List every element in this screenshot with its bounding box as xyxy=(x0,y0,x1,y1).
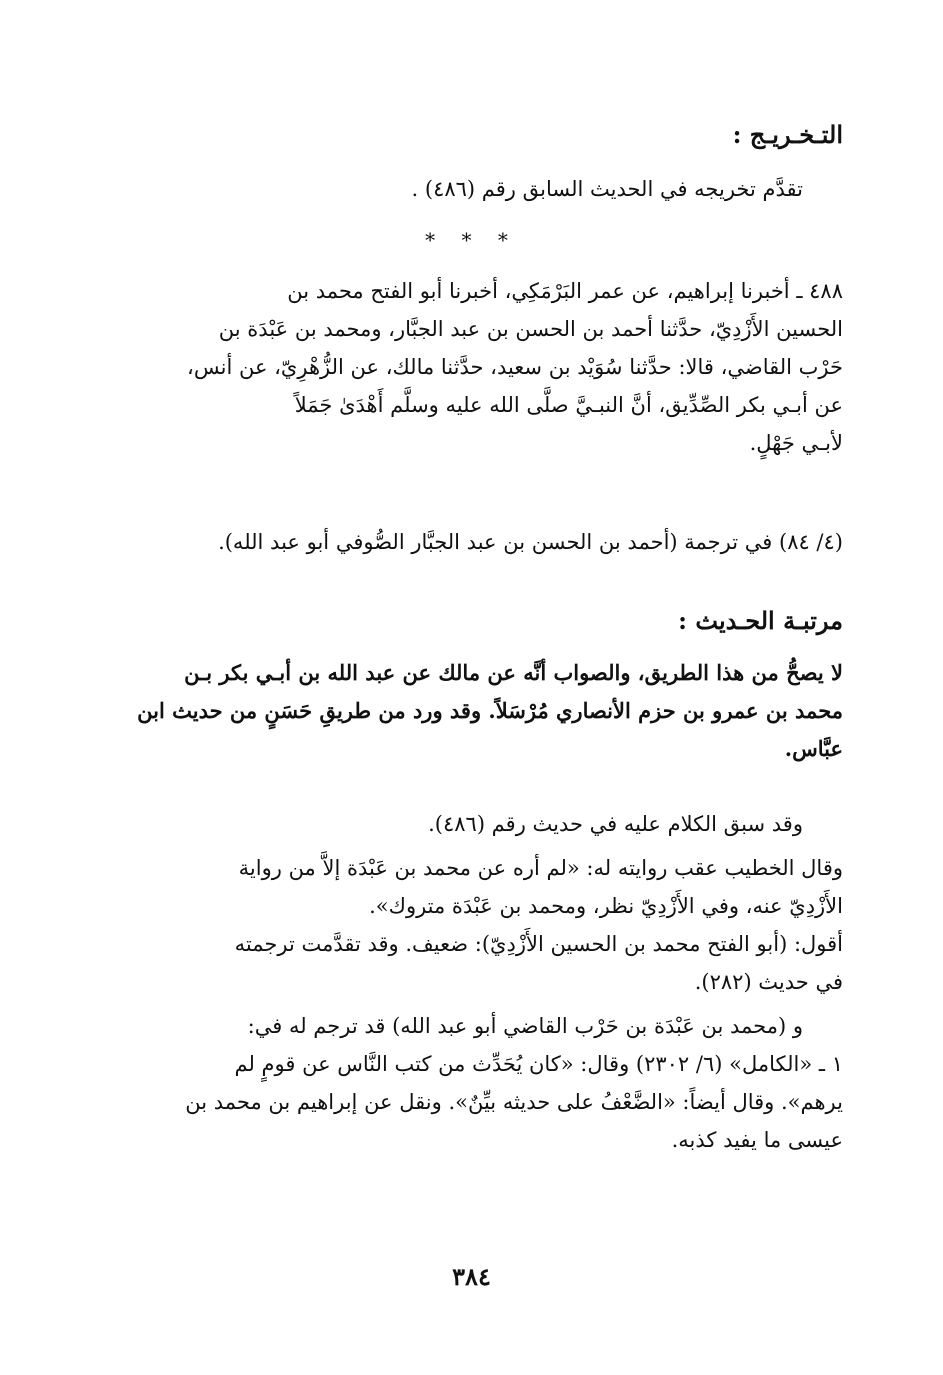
rutba-line: لا يصحُّ من هذا الطريق، والصواب أنَّه عن مالك عن عبد الله بن أبـي بكر بـن xyxy=(184,660,843,685)
rutba-line: محمد بن عمرو بن حزم الأنصاري مُرْسَلاً. وقد ورد من طريقِ حَسَنٍ من حديث ابن xyxy=(137,698,843,723)
discussion-paragraph: وقد سبق الكلام عليه في حديث رقم (٤٨٦). xyxy=(428,812,803,836)
discussion-paragraph: و (محمد بن عَبْدَة بن حَرْب القاضي أبو عبد الله) قد ترجم له في: xyxy=(247,1014,803,1038)
hadith-line: ٤٨٨ ـ أخبرنا إبراهيم، عن عمر البَرْمَكِي، أخبرنا أبو الفتح محمد بن xyxy=(287,279,843,303)
discussion-line: عيسى ما يفيد كذبه. xyxy=(671,1128,843,1152)
rutba-heading: مرتبـة الحـديث : xyxy=(678,606,843,635)
hadith-line: لأبـي جَهْلٍ. xyxy=(749,431,843,455)
rutba-line: عبَّاس. xyxy=(784,736,843,761)
takhrij-paragraph: تقدَّم تخريجه في الحديث السابق رقم (٤٨٦) . xyxy=(411,177,803,201)
discussion-line: وقال الخطيب عقب روايته له: «لم أره عن محمد بن عَبْدَة إلاَّ من رواية xyxy=(238,856,843,880)
reference-line: (٤/ ٨٤) في ترجمة (أحمد بن الحسن بن عبد الجبَّار الصُّوفي أبو عبد الله). xyxy=(218,530,843,554)
discussion-line: يرهم». وقال أيضاً: «الضَّعْفُ على حديثه بيِّنٌ». ونقل عن إبراهيم بن محمد بن xyxy=(185,1090,843,1114)
discussion-line: الأَزْدِيّ عنه، وفي الأَزْدِيّ نظر، ومحمد بن عَبْدَة متروك». xyxy=(369,894,843,918)
hadith-line: حَرْب القاضي، قالا: حدَّثنا سُوَيْد بن سعيد، حدَّثنا مالك، عن الزُّهْرِيّ، عن أنس، xyxy=(187,355,843,379)
takhrij-text xyxy=(95,170,843,208)
discussion-line: في حديث (٢٨٢). xyxy=(694,970,843,994)
takhrij-heading: التـخـريـج : xyxy=(732,120,843,149)
section-separator: * * * xyxy=(425,228,518,252)
hadith-line: عن أبـي بكر الصِّدِّيق، أنَّ النبـيَّ صلَّى الله عليه وسلَّم أَهْدَىٰ جَمَلاً xyxy=(294,393,843,417)
hadith-line: الحسين الأَزْدِيّ، حدَّثنا أحمد بن الحسن بن عبد الجبَّار، ومحمد بن عَبْدَة بن xyxy=(218,317,843,341)
discussion-line: ١ ـ «الكامل» (٦/ ٢٣٠٢) وقال: «كان يُحَدِّث من كتب النَّاس عن قومٍ لم xyxy=(234,1052,843,1076)
hadith-text xyxy=(95,272,843,462)
rutba-text xyxy=(95,654,843,768)
hadith-reference xyxy=(95,523,843,561)
discussion-line: أقول: (أبو الفتح محمد بن الحسين الأَزْدِيّ): ضعيف. وقد تقدَّمت ترجمته xyxy=(234,932,843,956)
discussion-text xyxy=(95,805,843,1159)
page-number: ٣٨٤ xyxy=(452,1262,491,1291)
